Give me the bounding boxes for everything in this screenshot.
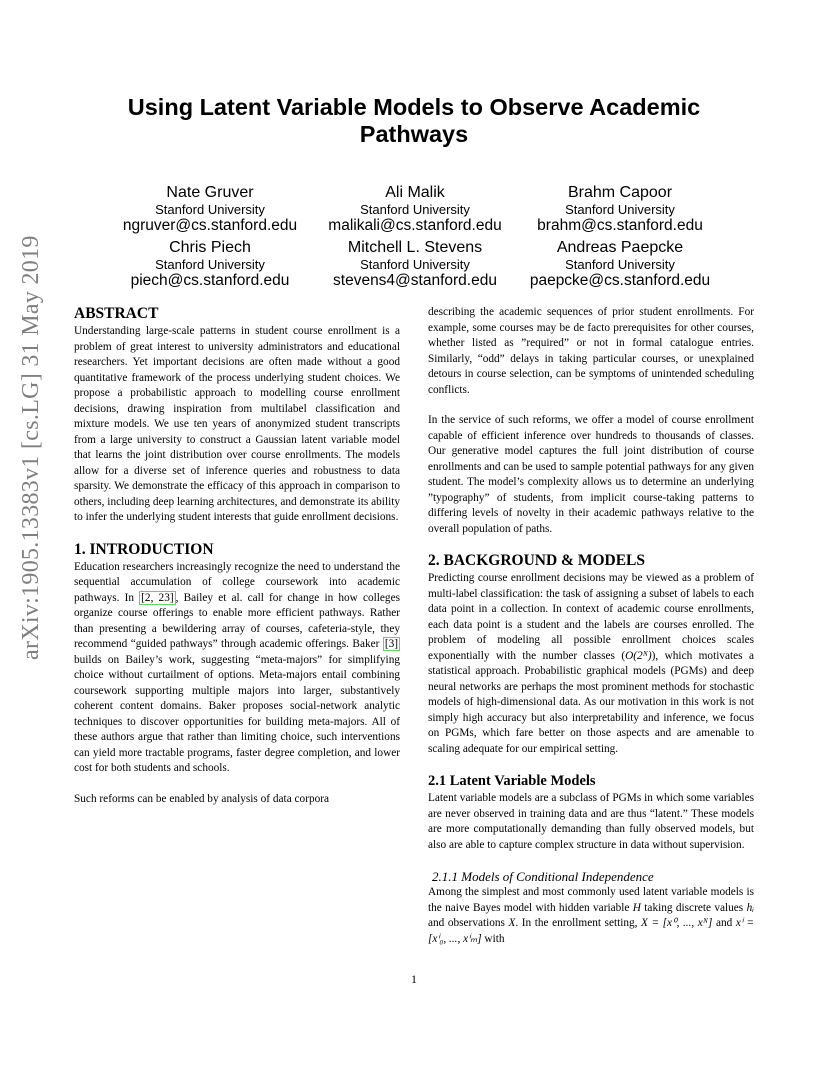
author-affiliation: Stanford University (360, 202, 470, 217)
cond-text: and observations (428, 917, 509, 929)
math-inline: hᵢ (746, 901, 754, 914)
intro-text: builds on Bailey’s work, suggesting “meta-majors” for simplifying choice without curtailment of options. Meta-majors entail combining coursework supporting multiple majors into larger, substantively coherent content domains. Baker proposes social-network analytic techniques to discover opportunities for building meta-majors. All of these authors argue that rather than limiting choice, such interventions can yield more tractable programs, faster degree completion, and lower cost for both students and schools. (74, 653, 400, 774)
author-email: ngruver@cs.stanford.edu (122, 217, 298, 234)
abstract-heading: ABSTRACT (74, 305, 159, 322)
background-paragraph (428, 571, 754, 757)
conditional-independence-paragraph (428, 885, 754, 947)
cond-text: with (481, 932, 505, 945)
author-name: Brahm Capoor (567, 184, 673, 201)
author-affiliation: Stanford University (565, 202, 675, 217)
author (110, 239, 310, 290)
author (315, 239, 515, 290)
author-name: Andreas Paepcke (556, 239, 684, 256)
left-column (74, 305, 400, 807)
conditional-independence-heading: 2.1.1 Models of Conditional Independence (432, 869, 654, 884)
author-email: brahm@cs.stanford.edu (537, 217, 703, 234)
cond-text: . In the enrollment setting, (515, 917, 642, 929)
background-heading: 2. BACKGROUND & MODELS (428, 552, 646, 569)
math-inline: O(2ᴺ) (625, 649, 652, 662)
author-row-1 (110, 184, 720, 235)
background-text: Predicting course enrollment decisions may be viewed as a problem of multi-label classification: the task of assigning a subset of labels to each data point in a collection. In context of academic course enrollments, each data point is a student and the labels are courses enrolled. The problem of modeling all possible enrollment choices scales exponentially with the number classes ( (428, 572, 754, 662)
math-inline: H (632, 901, 641, 914)
title-line-1: Using Latent Variable Models to Observe Academic (127, 94, 701, 120)
author (315, 184, 515, 235)
author-email: paepcke@cs.stanford.edu (529, 272, 711, 289)
author (520, 239, 720, 290)
author-affiliation: Stanford University (155, 202, 265, 217)
math-inline: X (508, 917, 516, 929)
body-paragraph: describing the academic sequences of prior student enrollments. For example, some courses may be de facto prerequisites for other courses, whether listed as ”required” or not in formal catalogue entries. Similarly, “odd” delays in taking particular courses, or unexplained detours in course selection, can be symptoms of unintended scheduling conflicts. (428, 306, 754, 396)
author (110, 184, 310, 235)
background-text: ), which motivates a statistical approach. Probabilistic graphical models (PGMs) and deep neural networks are perhaps the most prominent methods for stochastic models of high-dimensional data. As our motivation in this work is not simply high accuracy but also interpretability and inference, we focus on PGMs, which fare better on those aspects and are amenable to scaling adequate for our empirical setting. (428, 649, 754, 755)
math-inline: xⁱ = [xⁱ₀, ..., xⁱₘ] (428, 917, 755, 945)
page-number: 1 (411, 972, 417, 986)
author-name: Ali Malik (385, 184, 445, 201)
cond-text: Among the simplest and most commonly used latent variable models is the naive Bayes model with hidden variable (428, 886, 754, 914)
citation-link[interactable]: [3] (384, 638, 398, 650)
title-line-2: Pathways (359, 121, 469, 147)
latent-models-heading: 2.1 Latent Variable Models (428, 773, 596, 789)
introduction-heading: 1. INTRODUCTION (74, 540, 214, 558)
author-email: stevens4@stanford.edu (333, 272, 497, 289)
right-column (428, 305, 754, 947)
math-inline: X = [x⁰, ..., xᴺ] (641, 917, 713, 929)
abstract-text: Understanding large-scale patterns in student course enrollment is a problem of great interest to university administrators and educational researchers. Yet important decisions are often made without a good quantitative framework of the process underlying student choices. We propose a probabilistic approach to modelling course enrollment decisions, drawing inspiration from multilabel classification and mixture models. We use ten years of anonymized student transcripts from a large university to construct a Gaussian latent variable model that learns the joint distribution over course enrollments. The models allow for a diverse set of inference queries and robustness to data sparsity. We demonstrate the efficacy of this approach in comparison to others, including deep learning architectures, and demonstrate its ability to infer the underlying student interests that guide enrollment decisions. (74, 325, 400, 523)
author-row-2 (110, 239, 720, 290)
citation-link[interactable]: [2, 23] (141, 591, 174, 604)
author-name: Mitchell L. Stevens (347, 239, 483, 256)
author-email: malikali@cs.stanford.edu (328, 217, 502, 234)
author-block (110, 184, 720, 294)
cond-text: and (712, 917, 736, 929)
latent-models-paragraph: Latent variable models are a subclass of PGMs in which some variables are never observed in training data and are thus “latent.” These models are more computationally demanding than fully observed models, but also are able to capture complex structure in data without supervision. (428, 792, 754, 851)
introduction-paragraph-2: Such reforms can be enabled by analysis of data corpora (74, 792, 330, 805)
intro-text: , Bailey et al. call for change in how colleges organize course offerings to enable more efficient pathways. Rather than presenting a bewildering array of courses, cafeteria-style, they recommend “guided pathways” through academic offerings. Baker (74, 591, 400, 650)
author-name: Chris Piech (169, 239, 251, 256)
author-affiliation: Stanford University (155, 257, 265, 272)
paper-title (80, 94, 748, 148)
author-affiliation: Stanford University (360, 257, 470, 272)
author (520, 184, 720, 235)
arxiv-identifier: arXiv:1905.13383v1 [cs.LG] 31 May 2019 (18, 235, 44, 660)
author-email: piech@cs.stanford.edu (130, 272, 290, 289)
body-paragraph: In the service of such reforms, we offer a model of course enrollment capable of efficient inference over hundreds to thousands of classes. Our generative model captures the full joint distribution of course enrollments and can be used to sample potential pathways for any given student. The model’s complexity allows us to determine an underlying ”typography” of students, from implicit course-taking patterns to differing levels of novelty in their academic pathways relative to the overall population of paths. (428, 414, 754, 535)
introduction-paragraph (74, 560, 400, 777)
author-name: Nate Gruver (166, 184, 254, 201)
intro-text: Education researchers increasingly recognize the need to understand the sequential accumulation of college coursework into academic pathways. In (74, 560, 400, 604)
cond-text: taking discrete values (640, 901, 747, 914)
author-affiliation: Stanford University (565, 257, 675, 272)
